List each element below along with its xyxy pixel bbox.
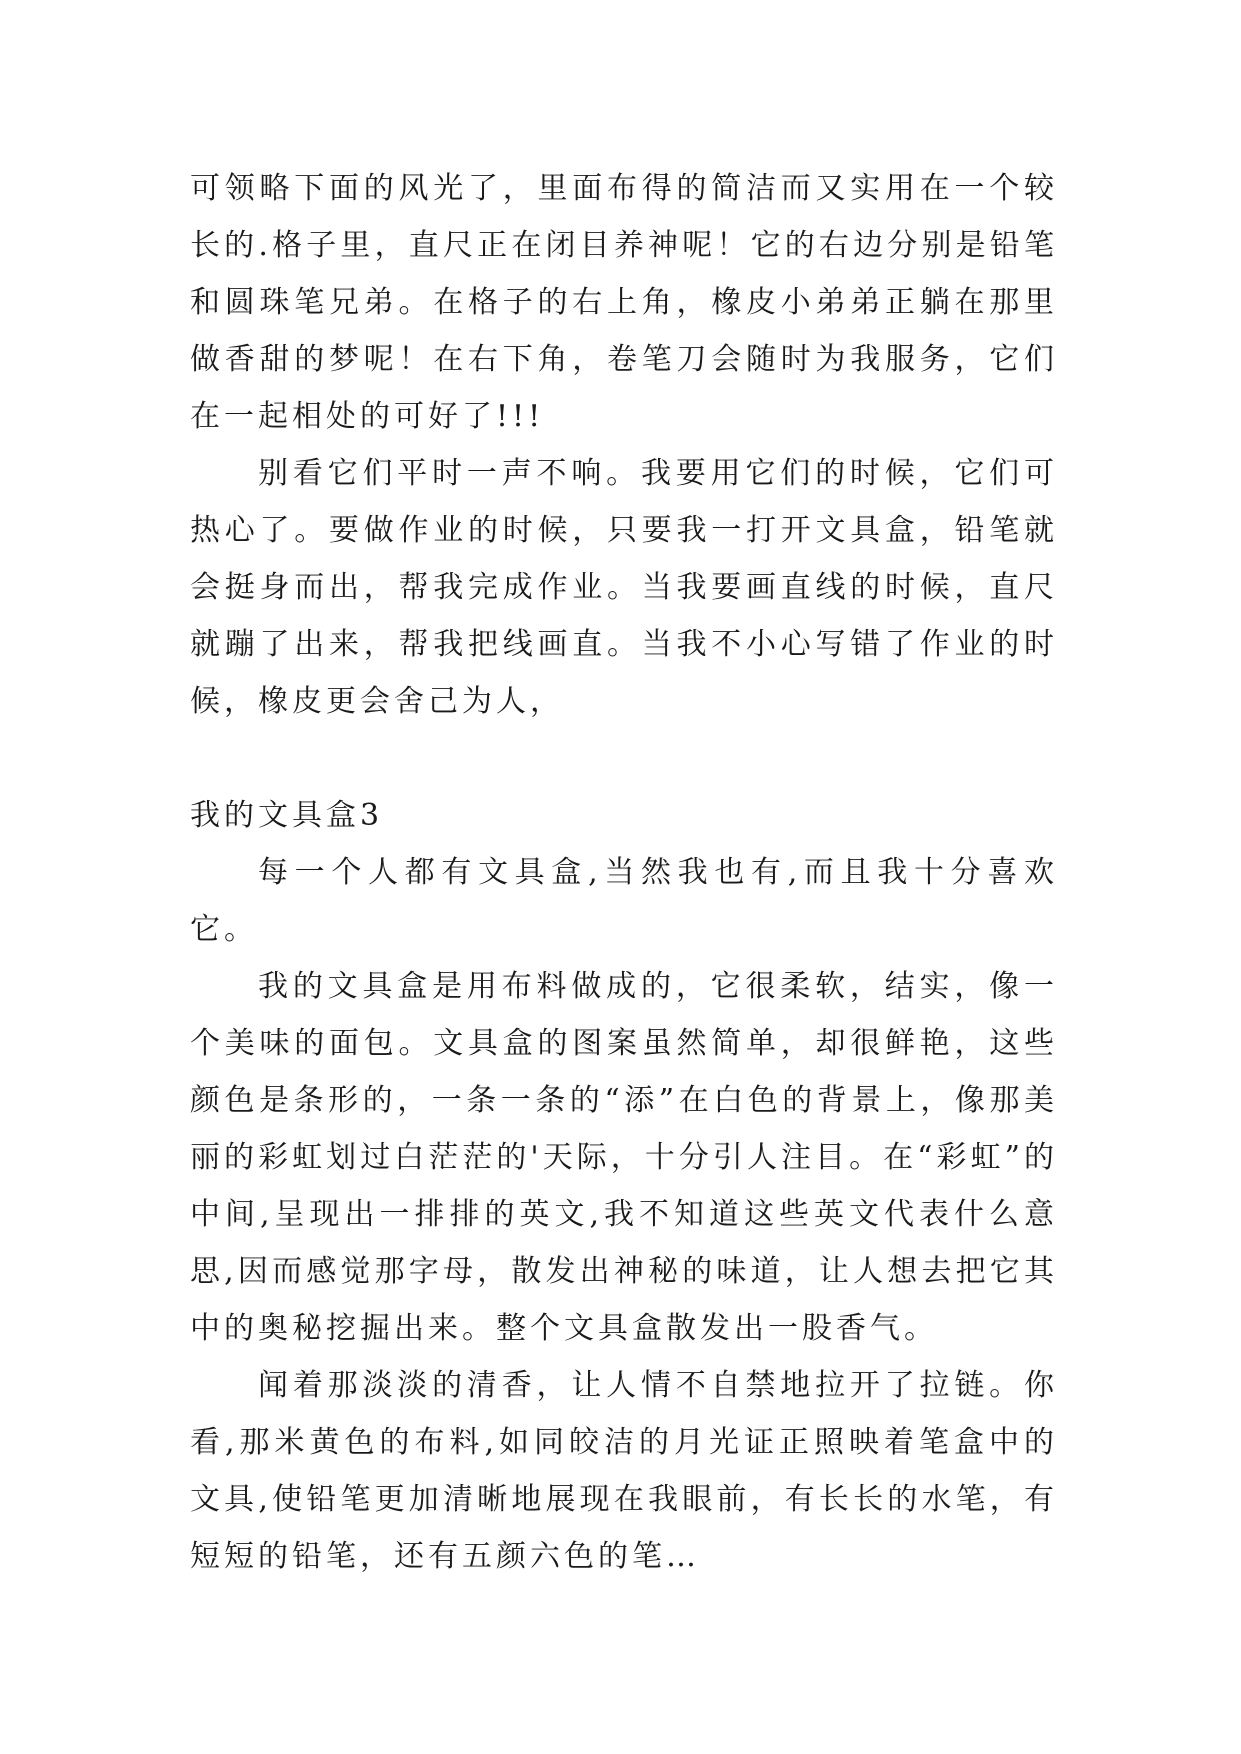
paragraph: 每一个人都有文具盒,当然我也有,而且我十分喜欢它。 bbox=[190, 855, 1058, 947]
paragraph: 别看它们平时一声不响。我要用它们的时候，它们可热心了。要做作业的时候，只要我一打开文具盒，铅笔就会挺身而出，帮我完成作业。当我要画直线的时候，直尺就蹦了出来，帮我把线画直。当我不小心写错了作业的时候，橡皮更会舍己为人， bbox=[190, 456, 1058, 719]
paragraph-continuation: 可领略下面的风光了，里面布得的简洁而又实用在一个较长的.格子里，直尺正在闭目养神呢！它的右边分别是铅笔和圆珠笔兄弟。在格子的右上角，橡皮小弟弟正躺在那里做香甜的梦呢！在右下角，卷笔刀会随时为我服务，它们在一起相处的可好了!!! bbox=[190, 171, 1058, 434]
paragraph: 我的文具盒是用布料做成的，它很柔软，结实，像一个美味的面包。文具盒的图案虽然简单，却很鲜艳，这些颜色是条形的，一条一条的“添”在白色的背景上，像那美丽的彩虹划过白茫茫的'天际，十分引人注目。在“彩虹”的中间,呈现出一排排的英文,我不知道这些英文代表什么意思,因而感觉那字母，散发出神秘的味道，让人想去把它其中的奥秘挖掘出来。整个文具盒散发出一股香气。 bbox=[190, 969, 1058, 1346]
section-title: 我的文具盒3 bbox=[190, 798, 384, 833]
section-gap bbox=[190, 730, 1058, 787]
paragraph: 闻着那淡淡的清香，让人情不自禁地拉开了拉链。你看,那米黄色的布料,如同皎洁的月光证正照映着笔盒中的文具,使铅笔更加清晰地展现在我眼前，有长长的水笔，有短短的铅笔，还有五颜六色的笔… bbox=[190, 1368, 1058, 1574]
document-body bbox=[190, 160, 1058, 1585]
